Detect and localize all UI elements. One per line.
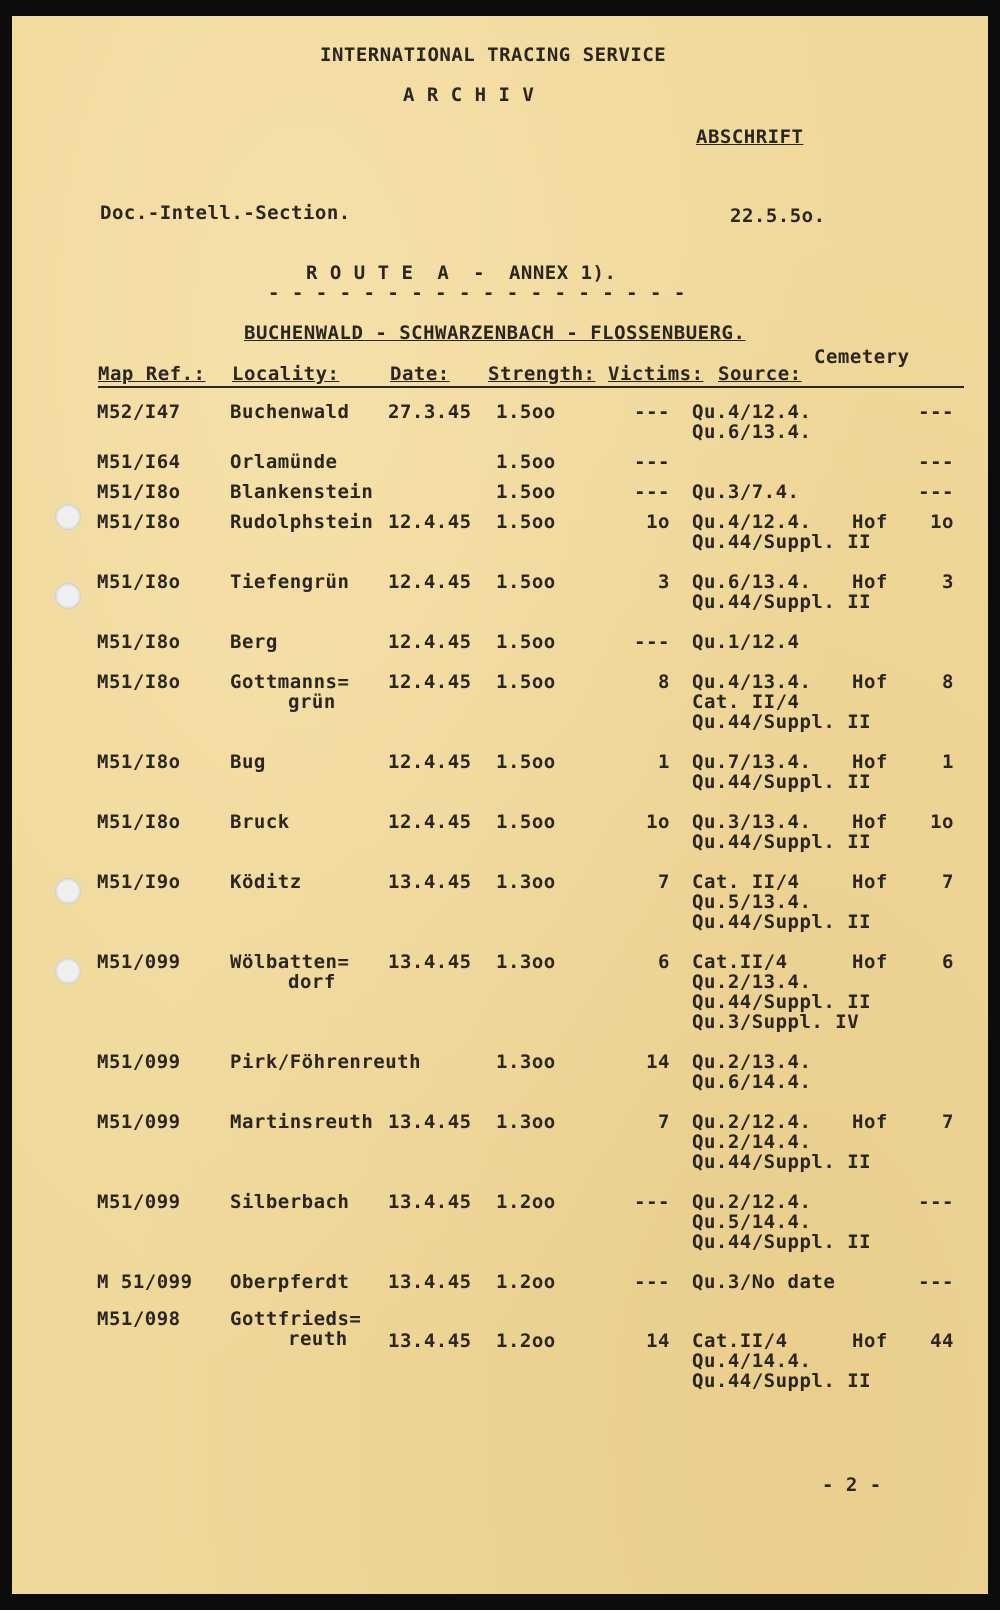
- source-cell: Qu.1/12.4: [692, 631, 800, 653]
- cemetery-cell: Hof: [852, 571, 888, 593]
- map-ref-cell: M51/I8o: [97, 631, 181, 653]
- victims-cell: ---: [634, 1271, 670, 1293]
- strength-cell: 1.5oo: [496, 751, 556, 773]
- header-map-ref: Map Ref.:: [98, 363, 206, 385]
- date-cell: 12.4.45: [388, 571, 472, 593]
- source-cell: Qu.2/12.4.: [692, 1191, 812, 1213]
- date-cell: 13.4.45: [388, 1191, 472, 1213]
- strength-cell: 1.2oo: [496, 1191, 556, 1213]
- map-ref-cell: M51/I9o: [97, 871, 181, 893]
- victims-cell: 1o: [646, 511, 670, 533]
- buried-cell: 3: [942, 571, 954, 593]
- source-cell: Cat. II/4: [692, 871, 800, 893]
- cemetery-cell: Hof: [852, 871, 888, 893]
- strength-cell: 1.5oo: [496, 571, 556, 593]
- locality-cell: Buchenwald: [230, 401, 350, 423]
- victims-cell: 8: [658, 671, 670, 693]
- buried-cell: 44: [930, 1330, 954, 1352]
- date-cell: 13.4.45: [388, 951, 472, 973]
- victims-cell: 1: [658, 751, 670, 773]
- source-cell: Qu.6/13.4.: [692, 571, 812, 593]
- strength-cell: 1.5oo: [496, 811, 556, 833]
- victims-cell: 6: [658, 951, 670, 973]
- locality-cell: grün: [288, 691, 336, 713]
- source-cell: Qu.44/Suppl. II: [692, 531, 872, 553]
- locality-cell: dorf: [288, 971, 336, 993]
- source-cell: Qu.44/Suppl. II: [692, 1151, 872, 1173]
- header-rule: [98, 386, 964, 388]
- source-cell: Qu.2/13.4.: [692, 971, 812, 993]
- source-cell: Qu.44/Suppl. II: [692, 831, 872, 853]
- source-cell: Qu.44/Suppl. II: [692, 591, 872, 613]
- locality-cell: reuth: [288, 1328, 348, 1350]
- buried-cell: ---: [918, 1271, 954, 1293]
- locality-cell: Köditz: [230, 871, 302, 893]
- date-cell: 13.4.45: [388, 1111, 472, 1133]
- punch-hole: [55, 958, 81, 984]
- source-cell: Qu.5/13.4.: [692, 891, 812, 913]
- punch-hole: [55, 878, 81, 904]
- locality-cell: Pirk/Föhrenreuth: [230, 1051, 422, 1073]
- buried-cell: ---: [918, 481, 954, 503]
- header-cemetery: Cemetery: [814, 346, 910, 368]
- locality-cell: Gottfrieds=: [230, 1308, 362, 1330]
- strength-cell: 1.2oo: [496, 1330, 556, 1352]
- victims-cell: 1o: [646, 811, 670, 833]
- map-ref-cell: M51/I8o: [97, 811, 181, 833]
- header-locality: Locality:: [232, 363, 340, 385]
- map-ref-cell: M52/I47: [97, 401, 181, 423]
- map-ref-cell: M51/099: [97, 951, 181, 973]
- source-cell: Qu.4/14.4.: [692, 1350, 812, 1372]
- source-cell: Qu.44/Suppl. II: [692, 1370, 872, 1392]
- org-title: INTERNATIONAL TRACING SERVICE: [320, 44, 667, 66]
- buried-cell: 1o: [930, 811, 954, 833]
- locality-cell: Oberpferdt: [230, 1271, 350, 1293]
- locality-cell: Silberbach: [230, 1191, 350, 1213]
- locality-cell: Orlamünde: [230, 451, 338, 473]
- date-cell: 13.4.45: [388, 1271, 472, 1293]
- buried-cell: 6: [942, 951, 954, 973]
- source-cell: Cat. II/4: [692, 691, 800, 713]
- locality-cell: Rudolphstein: [230, 511, 374, 533]
- strength-cell: 1.2oo: [496, 1271, 556, 1293]
- locality-cell: Bruck: [230, 811, 290, 833]
- source-cell: Qu.44/Suppl. II: [692, 1231, 872, 1253]
- victims-cell: ---: [634, 401, 670, 423]
- locality-cell: Martinsreuth: [230, 1111, 374, 1133]
- document-date: 22.5.5o.: [730, 205, 826, 227]
- date-cell: 12.4.45: [388, 751, 472, 773]
- source-cell: Qu.7/13.4.: [692, 751, 812, 773]
- strength-cell: 1.5oo: [496, 671, 556, 693]
- source-cell: Qu.5/14.4.: [692, 1211, 812, 1233]
- source-cell: Cat.II/4: [692, 951, 788, 973]
- section-label: Doc.-Intell.-Section.: [100, 202, 351, 224]
- strength-cell: 1.5oo: [496, 631, 556, 653]
- source-cell: Qu.3/7.4.: [692, 481, 800, 503]
- source-cell: Qu.2/12.4.: [692, 1111, 812, 1133]
- punch-hole: [55, 583, 81, 609]
- map-ref-cell: M51/099: [97, 1111, 181, 1133]
- strength-cell: 1.3oo: [496, 1111, 556, 1133]
- strength-cell: 1.3oo: [496, 951, 556, 973]
- date-cell: 12.4.45: [388, 671, 472, 693]
- route-title: R O U T E A - ANNEX 1).: [306, 262, 617, 284]
- source-cell: Qu.2/13.4.: [692, 1051, 812, 1073]
- locality-cell: Gottmanns=: [230, 671, 350, 693]
- archiv-label: A R C H I V: [403, 84, 535, 106]
- locality-cell: Berg: [230, 631, 278, 653]
- victims-cell: ---: [634, 631, 670, 653]
- abschrift-label: ABSCHRIFT: [696, 126, 804, 148]
- source-cell: Qu.3/No date: [692, 1271, 836, 1293]
- buried-cell: 7: [942, 871, 954, 893]
- map-ref-cell: M51/I8o: [97, 511, 181, 533]
- map-ref-cell: M51/099: [97, 1051, 181, 1073]
- strength-cell: 1.5oo: [496, 481, 556, 503]
- source-cell: Qu.3/Suppl. IV: [692, 1011, 860, 1033]
- source-cell: Qu.6/14.4.: [692, 1071, 812, 1093]
- map-ref-cell: M51/I8o: [97, 671, 181, 693]
- buried-cell: 1o: [930, 511, 954, 533]
- buried-cell: ---: [918, 1191, 954, 1213]
- header-strength: Strength:: [488, 363, 596, 385]
- victims-cell: 7: [658, 1111, 670, 1133]
- date-cell: 13.4.45: [388, 1330, 472, 1352]
- map-ref-cell: M51/I8o: [97, 571, 181, 593]
- header-source: Source:: [718, 363, 802, 385]
- cemetery-cell: Hof: [852, 1330, 888, 1352]
- strength-cell: 1.5oo: [496, 511, 556, 533]
- source-cell: Qu.4/12.4.: [692, 511, 812, 533]
- date-cell: 12.4.45: [388, 511, 472, 533]
- strength-cell: 1.5oo: [496, 451, 556, 473]
- locality-cell: Wölbatten=: [230, 951, 350, 973]
- punch-hole: [55, 504, 81, 530]
- header-date: Date:: [390, 363, 450, 385]
- victims-cell: ---: [634, 481, 670, 503]
- source-cell: Qu.44/Suppl. II: [692, 711, 872, 733]
- date-cell: 12.4.45: [388, 631, 472, 653]
- locality-cell: Tiefengrün: [230, 571, 350, 593]
- buried-cell: 7: [942, 1111, 954, 1133]
- source-cell: Qu.3/13.4.: [692, 811, 812, 833]
- buried-cell: 1: [942, 751, 954, 773]
- map-ref-cell: M51/I64: [97, 451, 181, 473]
- route-underline: - - - - - - - - - - - - - - - - - -: [268, 282, 686, 304]
- date-cell: 13.4.45: [388, 871, 472, 893]
- victims-cell: 3: [658, 571, 670, 593]
- buried-cell: ---: [918, 401, 954, 423]
- victims-cell: ---: [634, 1191, 670, 1213]
- map-ref-cell: M51/I8o: [97, 481, 181, 503]
- document-page: [12, 16, 988, 1594]
- source-cell: Qu.6/13.4.: [692, 421, 812, 443]
- source-cell: Qu.44/Suppl. II: [692, 911, 872, 933]
- source-cell: Qu.4/12.4.: [692, 401, 812, 423]
- source-cell: Cat.II/4: [692, 1330, 788, 1352]
- cemetery-cell: Hof: [852, 751, 888, 773]
- victims-cell: ---: [634, 451, 670, 473]
- locality-cell: Bug: [230, 751, 266, 773]
- source-cell: Qu.4/13.4.: [692, 671, 812, 693]
- map-ref-cell: M51/099: [97, 1191, 181, 1213]
- cemetery-cell: Hof: [852, 671, 888, 693]
- route-subtitle: BUCHENWALD - SCHWARZENBACH - FLOSSENBUERG.: [244, 322, 746, 344]
- victims-cell: 7: [658, 871, 670, 893]
- buried-cell: ---: [918, 451, 954, 473]
- strength-cell: 1.5oo: [496, 401, 556, 423]
- source-cell: Qu.44/Suppl. II: [692, 771, 872, 793]
- map-ref-cell: M51/I8o: [97, 751, 181, 773]
- cemetery-cell: Hof: [852, 951, 888, 973]
- strength-cell: 1.3oo: [496, 1051, 556, 1073]
- map-ref-cell: M51/098: [97, 1308, 181, 1330]
- source-cell: Qu.2/14.4.: [692, 1131, 812, 1153]
- strength-cell: 1.3oo: [496, 871, 556, 893]
- buried-cell: 8: [942, 671, 954, 693]
- cemetery-cell: Hof: [852, 1111, 888, 1133]
- date-cell: 12.4.45: [388, 811, 472, 833]
- victims-cell: 14: [646, 1051, 670, 1073]
- locality-cell: Blankenstein: [230, 481, 374, 503]
- cemetery-cell: Hof: [852, 511, 888, 533]
- page-number: - 2 -: [822, 1474, 882, 1496]
- source-cell: Qu.44/Suppl. II: [692, 991, 872, 1013]
- header-victims: Victims:: [608, 363, 704, 385]
- cemetery-cell: Hof: [852, 811, 888, 833]
- victims-cell: 14: [646, 1330, 670, 1352]
- map-ref-cell: M 51/099: [97, 1271, 193, 1293]
- date-cell: 27.3.45: [388, 401, 472, 423]
